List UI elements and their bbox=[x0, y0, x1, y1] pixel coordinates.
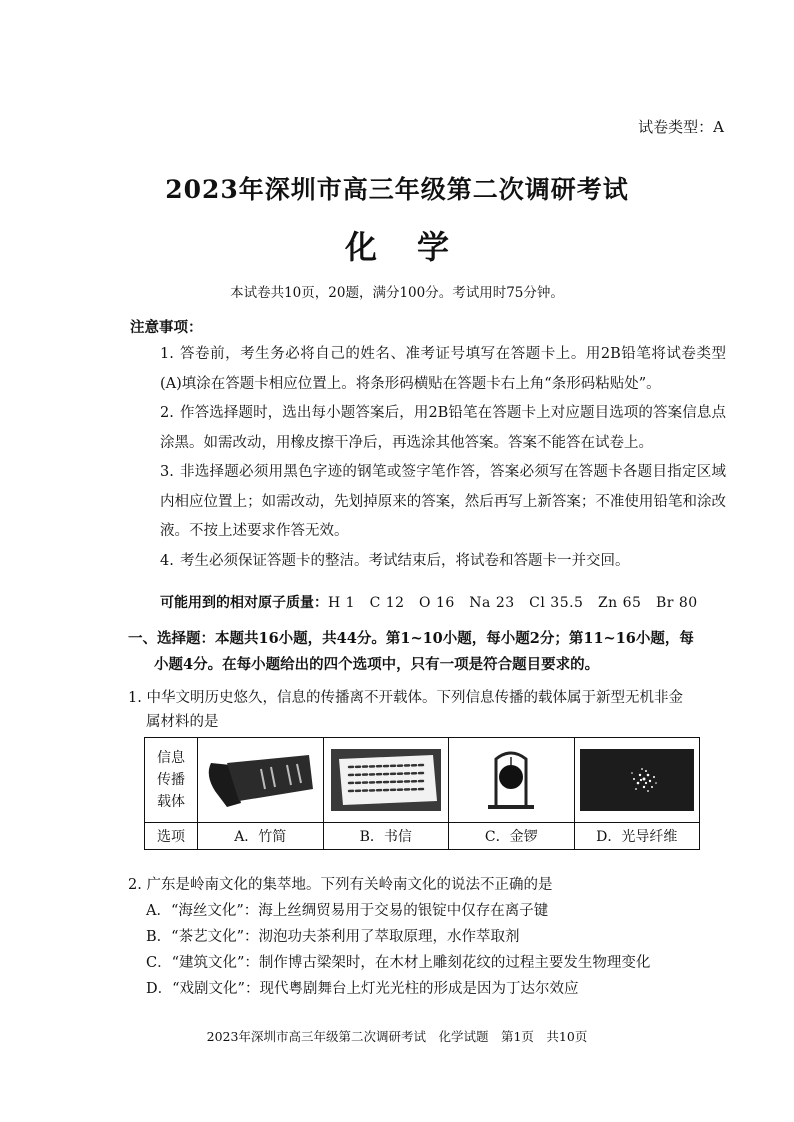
question-2-option-c: C．“建筑文化”：制作博古梁架时，在木材上雕刻花纹的过程主要发生物理变化 bbox=[146, 955, 651, 971]
gong-icon bbox=[452, 745, 570, 815]
bamboo-slips-icon bbox=[201, 745, 319, 815]
question-2-option-a: A．“海丝文化”：海上丝绸贸易用于交易的银锭中仅存在离子键 bbox=[146, 903, 549, 919]
page-footer: 2023年深圳市高三年级第二次调研考试 化学试题 第1页 共10页 bbox=[206, 1029, 588, 1044]
option-d-label: D．光导纤维 bbox=[574, 823, 700, 850]
note-item bbox=[160, 458, 726, 547]
atomic-masses-values: H 1 C 12 O 16 Na 23 Cl 35.5 Zn 65 Br 80 bbox=[328, 595, 698, 611]
question-1-line-1: 1. 中华文明历史悠久，信息的传播离不开载体。下列信息传播的载体属于新型无机非金 bbox=[128, 690, 683, 706]
section-line-1: 一、选择题：本题共16小题，共44分。第1~10小题，每小题2分；第11~16小题，每 bbox=[128, 630, 694, 647]
question-1-line-2: 属材料的是 bbox=[146, 714, 219, 730]
note-text: 作答选择题时，选出每小题答案后，用2B铅笔在答题卡上对应题目选项的答案信息点涂黑。如需改动，用橡皮擦干净后，再选涂其他答案。答案不能答在试卷上。 bbox=[160, 405, 726, 451]
carrier-head-line: 传播 bbox=[157, 772, 185, 788]
exam-title: 2023年深圳市高三年级第二次调研考试 bbox=[165, 175, 629, 204]
option-b-label: B．书信 bbox=[323, 823, 449, 850]
carrier-row-head bbox=[145, 738, 198, 823]
carrier-head-line: 载体 bbox=[157, 794, 185, 810]
atomic-masses-label: 可能用到的相对原子质量： bbox=[160, 595, 328, 611]
section-heading bbox=[128, 626, 728, 678]
note-item bbox=[160, 547, 726, 577]
option-c-image-cell bbox=[449, 738, 575, 823]
atomic-masses bbox=[160, 592, 726, 612]
question-2-option-d: D．“戏剧文化”：现代粤剧舞台上灯光光柱的形成是因为丁达尔效应 bbox=[146, 981, 579, 997]
notes-list bbox=[160, 340, 726, 576]
notes-heading: 注意事项： bbox=[130, 319, 203, 336]
option-a-image-cell bbox=[198, 738, 324, 823]
option-b-image-cell bbox=[323, 738, 449, 823]
note-number: 4. bbox=[160, 552, 174, 569]
option-row-head: 选项 bbox=[145, 823, 198, 850]
note-item bbox=[160, 399, 726, 458]
note-text: 答卷前，考生务必将自己的姓名、准考证号填写在答题卡上。用2B铅笔将试卷类型(A)填涂在答题卡相应位置上。将条形码横贴在答题卡右上角“条形码粘贴处”。 bbox=[160, 346, 726, 392]
question-2-option-b: B．“茶艺文化”：沏泡功夫茶利用了萃取原理，水作萃取剂 bbox=[146, 929, 520, 945]
option-c-label: C．金锣 bbox=[449, 823, 575, 850]
carrier-head-line: 信息 bbox=[157, 750, 185, 766]
exam-info: 本试卷共10页，20题，满分100分。考试用时75分钟。 bbox=[230, 285, 564, 301]
note-number: 1. bbox=[160, 346, 174, 362]
optical-fiber-icon bbox=[578, 745, 696, 815]
note-text: 考生必须保证答题卡的整洁。考试结束后，将试卷和答题卡一并交回。 bbox=[180, 552, 630, 569]
letter-icon bbox=[327, 745, 445, 815]
option-d-image-cell bbox=[574, 738, 700, 823]
note-item bbox=[160, 340, 726, 399]
option-a-label: A．竹简 bbox=[198, 823, 324, 850]
question-1-stem bbox=[128, 686, 728, 734]
question-1-options-table bbox=[144, 737, 700, 850]
section-line-2: 小题4分。在每小题给出的四个选项中，只有一项是符合题目要求的。 bbox=[154, 656, 600, 673]
note-number: 2. bbox=[160, 405, 174, 421]
note-number: 3. bbox=[160, 464, 174, 480]
paper-type: 试卷类型：A bbox=[638, 118, 724, 136]
subject-title: 化学 bbox=[344, 228, 489, 266]
question-2 bbox=[128, 872, 728, 1002]
question-2-stem: 2. 广东是岭南文化的集萃地。下列有关岭南文化的说法不正确的是 bbox=[128, 877, 553, 893]
note-text: 非选择题必须用黑色字迹的钢笔或签字笔作答，答案必须写在答题卡各题目指定区域内相应位置上；如需改动，先划掉原来的答案，然后再写上新答案；不准使用铅笔和涂改液。不按上述要求作答无效。 bbox=[160, 464, 726, 539]
